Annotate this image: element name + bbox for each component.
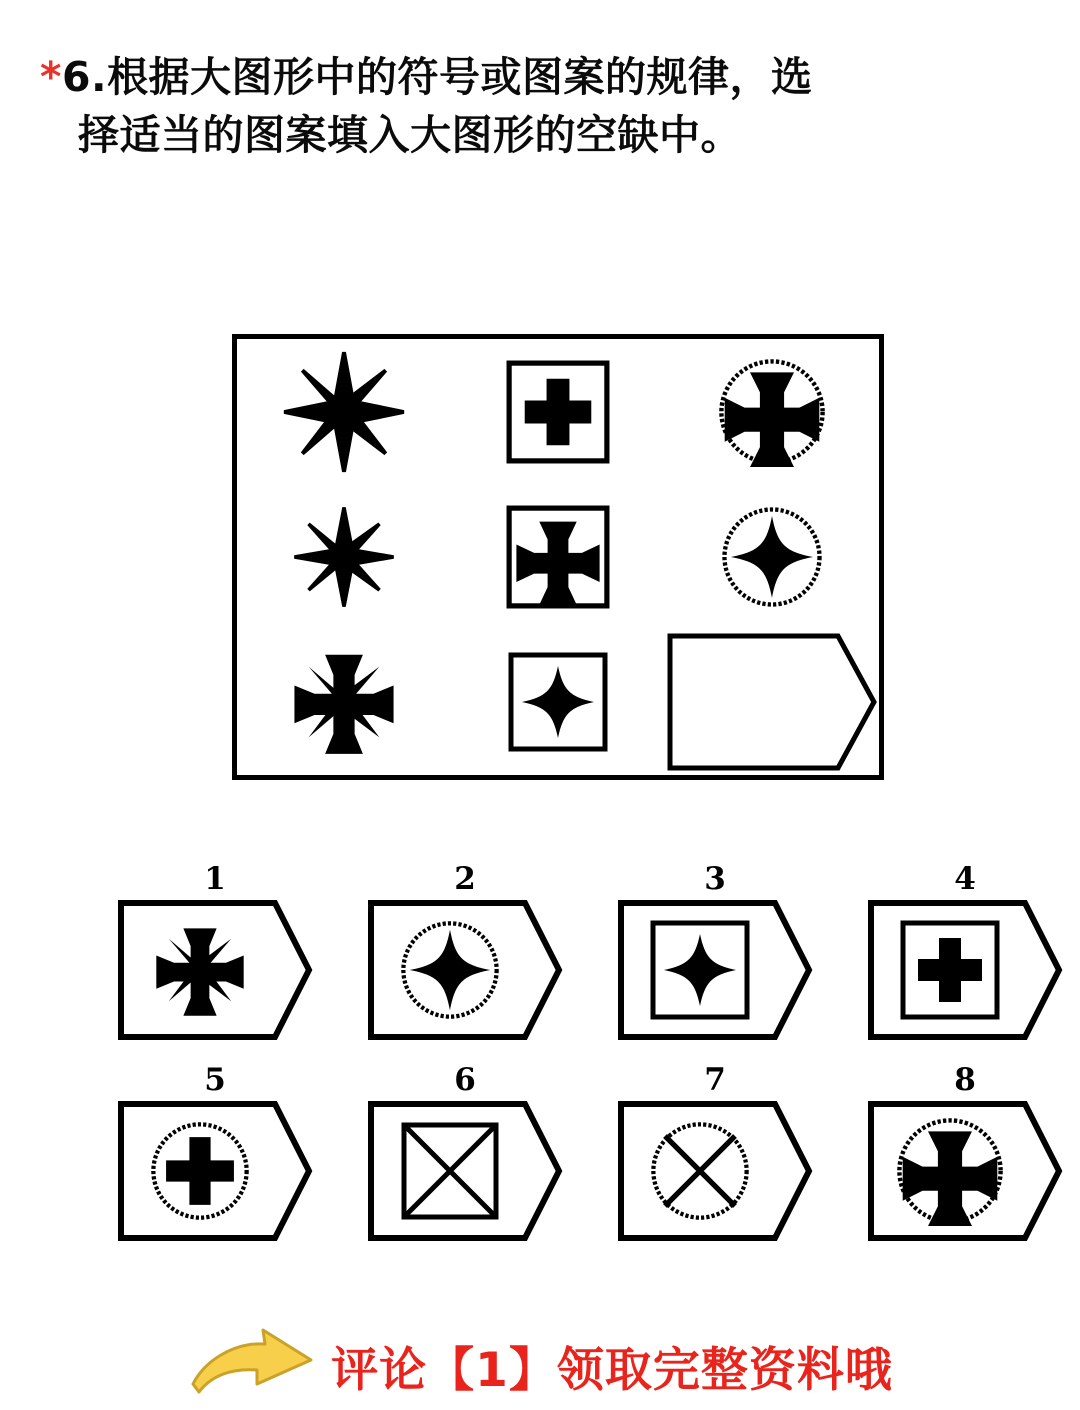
four-point-star-in-square-icon bbox=[508, 652, 608, 752]
option-2[interactable] bbox=[340, 861, 590, 1041]
option-6[interactable] bbox=[340, 1062, 590, 1242]
plus-cross-in-square-icon bbox=[900, 920, 1000, 1020]
option-7-tag bbox=[617, 1100, 813, 1242]
plus-cross-in-circle-icon bbox=[147, 1118, 253, 1224]
matrix-cell-r2c1 bbox=[237, 484, 451, 629]
matrix-cell-r2c3 bbox=[665, 484, 879, 629]
option-2-tag bbox=[367, 899, 563, 1041]
missing-tag-placeholder-icon bbox=[666, 632, 878, 772]
option-2-number: 2 bbox=[454, 861, 476, 897]
matrix-cell-r1c3 bbox=[665, 339, 879, 484]
x-cross-in-circle-icon bbox=[647, 1118, 753, 1224]
eight-point-star-icon bbox=[279, 347, 409, 477]
option-8-number: 8 bbox=[954, 1062, 976, 1098]
option-1-number: 1 bbox=[204, 861, 226, 897]
option-4-tag bbox=[867, 899, 1063, 1041]
matrix-cell-r3c2 bbox=[451, 630, 665, 775]
question-line-2: 择适当的图案填入大图形的空缺中。 bbox=[78, 111, 742, 160]
question-line-1: 根据大图形中的符号或图案的规律，选 bbox=[107, 53, 813, 101]
maltese-cross-in-circle-icon bbox=[895, 1116, 1005, 1226]
footer-text: 评论【1】领取完整资料哦 bbox=[331, 1342, 893, 1398]
option-5-number: 5 bbox=[204, 1062, 226, 1098]
option-6-number: 6 bbox=[454, 1062, 476, 1098]
maltese-cross-in-circle-icon bbox=[717, 357, 827, 467]
footer-cta[interactable] bbox=[0, 1322, 1080, 1410]
question-marker: * bbox=[40, 53, 62, 101]
option-5-tag bbox=[117, 1100, 313, 1242]
option-3-number: 3 bbox=[704, 861, 726, 897]
x-cross-in-square-icon bbox=[400, 1121, 500, 1221]
option-7[interactable] bbox=[590, 1062, 840, 1242]
option-3[interactable] bbox=[590, 861, 840, 1041]
option-7-number: 7 bbox=[704, 1062, 726, 1098]
matrix-figure bbox=[232, 334, 884, 780]
arrow-right-icon bbox=[187, 1326, 317, 1406]
question-text bbox=[40, 48, 1040, 164]
matrix-cell-r3c1 bbox=[237, 630, 451, 775]
matrix-cell-r3c3-missing bbox=[665, 630, 879, 775]
plus-cross-in-square-icon bbox=[506, 360, 610, 464]
options-list bbox=[90, 861, 1080, 1266]
option-4-number: 4 bbox=[954, 861, 976, 897]
question-number: 6. bbox=[61, 53, 108, 101]
matrix-cell-r1c1 bbox=[237, 339, 451, 484]
option-8-tag bbox=[867, 1100, 1063, 1242]
four-point-star-in-circle-icon bbox=[718, 503, 826, 611]
option-6-tag bbox=[367, 1100, 563, 1242]
option-5[interactable] bbox=[90, 1062, 340, 1242]
option-4[interactable] bbox=[840, 861, 1080, 1041]
maltese-cross-in-square-icon bbox=[506, 505, 610, 609]
maltese-star-combo-icon bbox=[148, 918, 252, 1022]
option-1[interactable] bbox=[90, 861, 340, 1041]
option-8[interactable] bbox=[840, 1062, 1080, 1242]
option-1-tag bbox=[117, 899, 313, 1041]
options-row-2 bbox=[90, 1062, 1080, 1242]
option-3-tag bbox=[617, 899, 813, 1041]
options-row-1 bbox=[90, 861, 1080, 1041]
maltese-star-combo-icon bbox=[285, 643, 403, 761]
four-point-star-in-square-icon bbox=[650, 920, 750, 1020]
matrix-cell-r2c2 bbox=[451, 484, 665, 629]
matrix-cell-r1c2 bbox=[451, 339, 665, 484]
four-point-star-in-circle-icon bbox=[397, 917, 503, 1023]
six-point-star-icon bbox=[285, 498, 403, 616]
